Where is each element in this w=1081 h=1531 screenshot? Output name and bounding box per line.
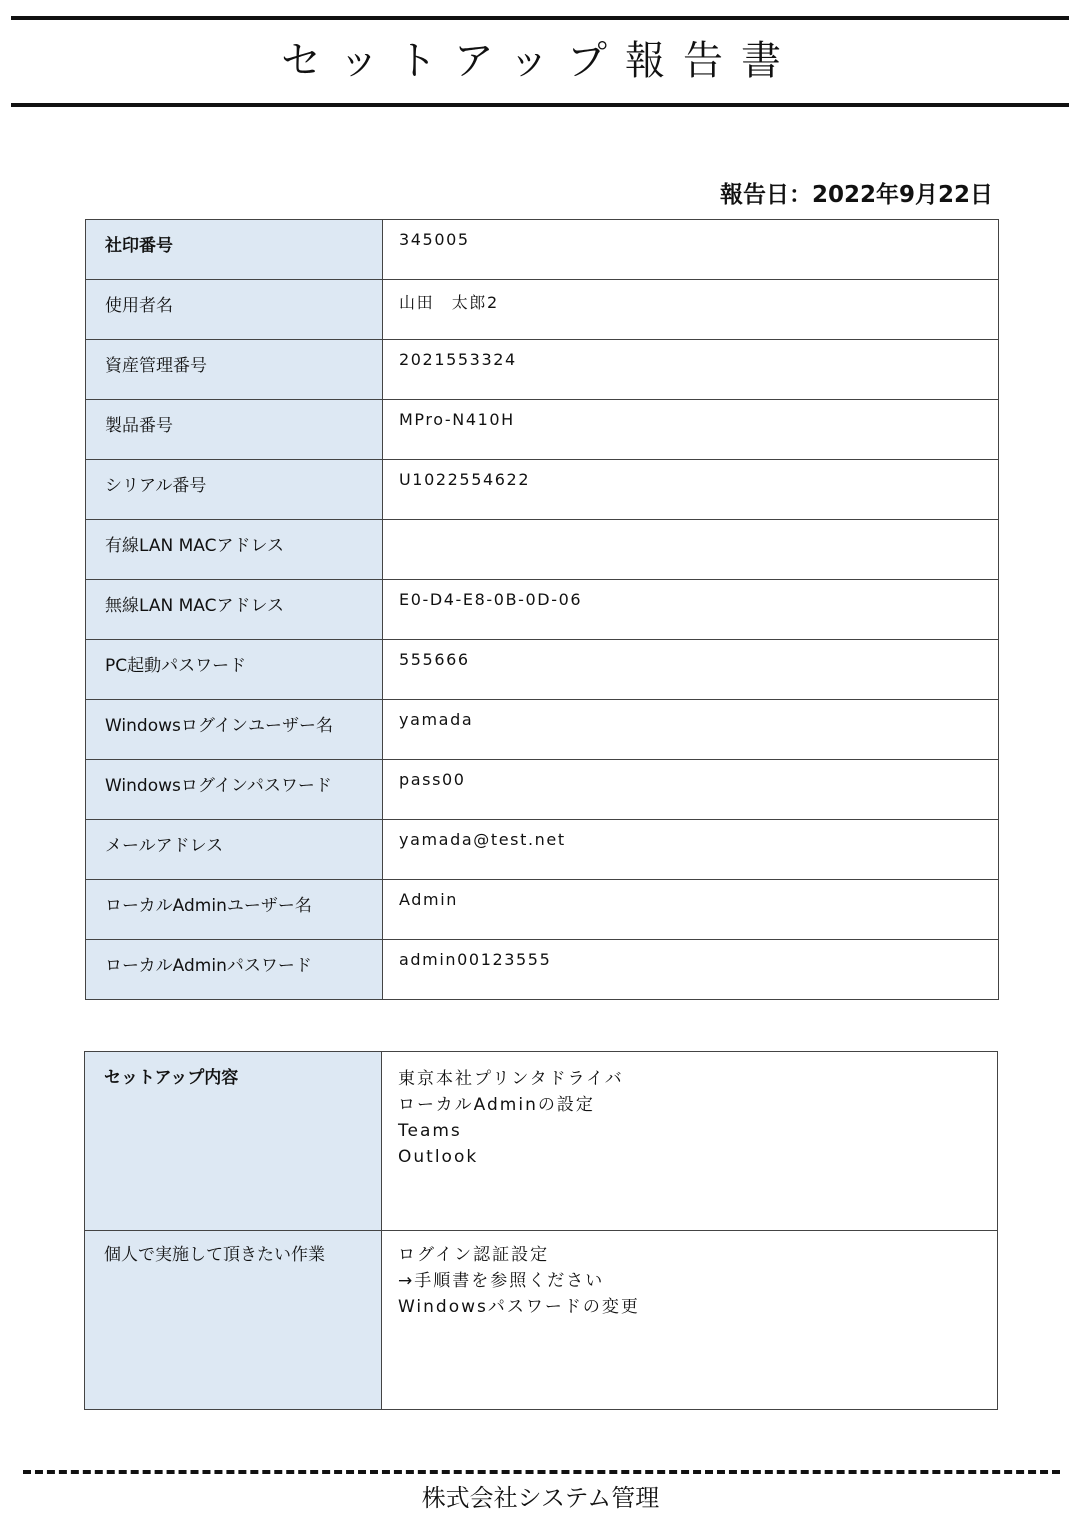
row-label: PC起動パスワード (86, 640, 383, 700)
footer-dashed-rule (23, 1470, 1060, 1474)
table-row (86, 460, 999, 520)
list-item: Teams (398, 1121, 462, 1141)
list-item: Windowsパスワードの変更 (398, 1297, 640, 1317)
row-label: Windowsログインユーザー名 (86, 700, 383, 760)
list-item: ローカルAdminの設定 (398, 1095, 595, 1115)
list-item: Outlook (398, 1147, 479, 1167)
table-row (85, 1231, 998, 1410)
row-label: 資産管理番号 (86, 340, 383, 400)
row-label: 製品番号 (86, 400, 383, 460)
table-row (86, 760, 999, 820)
table-row (86, 400, 999, 460)
title-bottom-rule (11, 103, 1069, 107)
document-title: セットアップ報告書 (281, 38, 799, 84)
row-label: メールアドレス (86, 820, 383, 880)
user-tasks-list (382, 1231, 998, 1410)
table-row (86, 820, 999, 880)
row-label: Windowsログインパスワード (86, 760, 383, 820)
row-label: ローカルAdminパスワード (86, 940, 383, 1000)
table-row (86, 520, 999, 580)
setup-details-table (84, 1051, 998, 1410)
row-value (383, 520, 999, 580)
row-label: 無線LAN MACアドレス (86, 580, 383, 640)
row-value: 山田 太郎2 (383, 280, 999, 340)
row-label: ローカルAdminユーザー名 (86, 880, 383, 940)
table-row (86, 580, 999, 640)
list-item: →手順書を参照ください (398, 1271, 605, 1291)
row-value: yamada (383, 700, 999, 760)
table-row (86, 700, 999, 760)
table-row (86, 880, 999, 940)
table-row (86, 940, 999, 1000)
footer-company-name: 株式会社システム管理 (421, 1484, 660, 1512)
row-value: 555666 (383, 640, 999, 700)
row-label: 使用者名 (86, 280, 383, 340)
row-value: MPro-N410H (383, 400, 999, 460)
table-row (86, 340, 999, 400)
table-row (86, 220, 999, 280)
user-tasks-label: 個人で実施して頂きたい作業 (85, 1231, 382, 1410)
table-row (86, 280, 999, 340)
list-item: 東京本社プリンタドライバ (398, 1069, 624, 1089)
table-row (86, 640, 999, 700)
row-value: 345005 (383, 220, 999, 280)
row-value: pass00 (383, 760, 999, 820)
row-label: 社印番号 (86, 220, 383, 280)
device-info-table (85, 219, 999, 1000)
row-value: 2021553324 (383, 340, 999, 400)
row-value: admin00123555 (383, 940, 999, 1000)
row-label: 有線LAN MACアドレス (86, 520, 383, 580)
setup-content-label: セットアップ内容 (85, 1052, 382, 1231)
title-top-rule (11, 16, 1069, 20)
table-row (85, 1052, 998, 1231)
row-value: U1022554622 (383, 460, 999, 520)
row-value: E0-D4-E8-0B-0D-06 (383, 580, 999, 640)
row-value: Admin (383, 880, 999, 940)
row-label: シリアル番号 (86, 460, 383, 520)
report-date: 報告日：2022年9月22日 (719, 182, 993, 208)
setup-content-list (382, 1052, 998, 1231)
row-value: yamada@test.net (383, 820, 999, 880)
list-item: ログイン認証設定 (398, 1245, 550, 1265)
